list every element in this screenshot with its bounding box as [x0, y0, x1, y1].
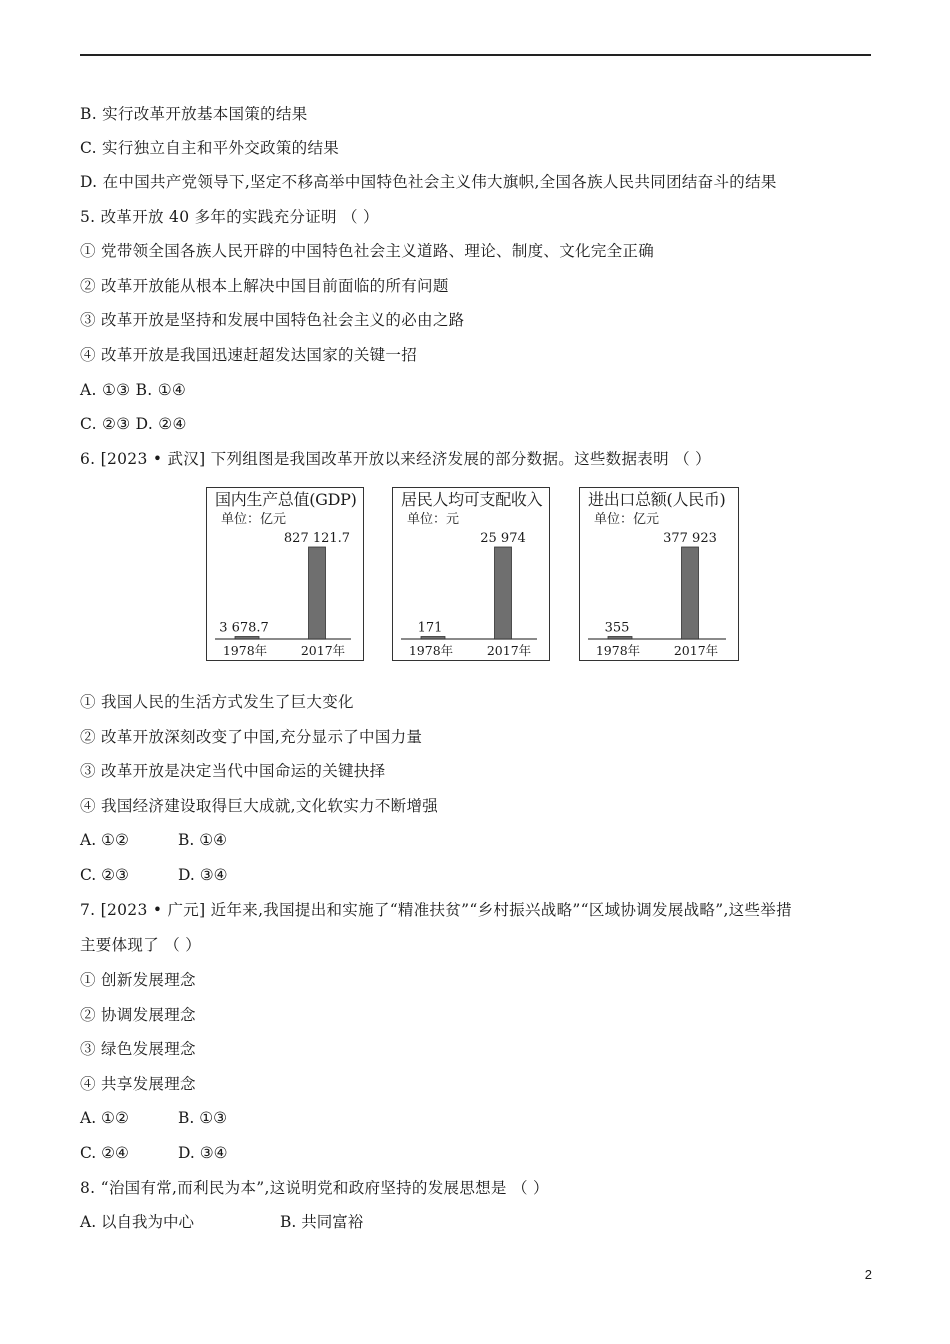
- chart-income: [392, 487, 550, 661]
- answer-option: A. ①②: [80, 831, 129, 849]
- tick-label: 2017年: [673, 643, 719, 658]
- text-line: C. ②③ D. ②④: [80, 415, 187, 433]
- text-line: C. 实行独立自主和平外交政策的结果: [80, 139, 340, 157]
- text-line: ④ 共享发展理念: [80, 1075, 196, 1093]
- text-line: ① 创新发展理念: [80, 971, 196, 989]
- chart-plot: [207, 488, 365, 662]
- text-line: ④ 改革开放是我国迅速赶超发达国家的关键一招: [80, 346, 418, 364]
- data-label: 377 923: [663, 531, 717, 546]
- bar: [309, 547, 326, 639]
- text-line: ② 协调发展理念: [80, 1006, 196, 1024]
- bar: [421, 637, 445, 640]
- chart-unit: 单位：元: [407, 512, 460, 527]
- answer-option: A. 以自我为中心: [80, 1213, 195, 1231]
- text-line: B. 实行改革开放基本国策的结果: [80, 105, 308, 123]
- tick-label: 1978年: [408, 643, 454, 658]
- answer-option: A. ①②: [80, 1109, 129, 1127]
- chart-title: 国内生产总值(GDP): [215, 490, 357, 509]
- text-line: ③ 改革开放是决定当代中国命运的关键抉择: [80, 762, 386, 780]
- tick-label: 2017年: [486, 643, 532, 658]
- bar: [495, 547, 512, 639]
- answer-option: D. ③④: [178, 866, 228, 884]
- chart-gdp: [206, 487, 364, 661]
- tick-label: 1978年: [595, 643, 641, 658]
- text-line: 6. [2023 • 武汉] 下列组图是我国改革开放以来经济发展的部分数据。这些数据表明 （ ）: [80, 450, 711, 468]
- text-line: 主要体现了 （ ）: [80, 936, 202, 954]
- text-line: ② 改革开放能从根本上解决中国目前面临的所有问题: [80, 277, 449, 295]
- chart-title: 居民人均可支配收入: [401, 490, 543, 509]
- data-label: 3 678.7: [219, 620, 269, 636]
- answer-option: B. 共同富裕: [280, 1213, 364, 1231]
- answer-option: C. ②④: [80, 1144, 129, 1162]
- text-line: ① 党带领全国各族人民开辟的中国特色社会主义道路、理论、制度、文化完全正确: [80, 242, 655, 260]
- bar: [682, 547, 699, 639]
- answer-option: C. ②③: [80, 866, 129, 884]
- text-line: ① 我国人民的生活方式发生了巨大变化: [80, 693, 354, 711]
- text-line: 8. “治国有常,而利民为本”,这说明党和政府坚持的发展思想是 （ ）: [80, 1179, 549, 1197]
- chart-unit: 单位：亿元: [594, 512, 660, 527]
- bar: [608, 637, 632, 640]
- chart-unit: 单位：亿元: [221, 512, 287, 527]
- answer-option: B. ①③: [178, 1109, 228, 1127]
- data-label: 827 121.7: [283, 531, 351, 546]
- text-line: D. 在中国共产党领导下,坚定不移高举中国特色社会主义伟大旗帜,全国各族人民共同团结奋斗的结果: [80, 173, 777, 191]
- tick-label: 2017年: [300, 643, 346, 658]
- text-line: ③ 改革开放是坚持和发展中国特色社会主义的必由之路: [80, 311, 465, 329]
- header-rule: [80, 54, 871, 56]
- data-label: 171: [417, 620, 443, 636]
- text-line: ④ 我国经济建设取得巨大成就,文化软实力不断增强: [80, 797, 439, 815]
- economic-data-charts: [206, 487, 740, 665]
- text-line: 5. 改革开放 40 多年的实践充分证明 （ ）: [80, 208, 379, 226]
- page-number: 2: [864, 1267, 872, 1282]
- data-label: 355: [604, 620, 630, 636]
- data-label: 25 974: [480, 531, 526, 546]
- chart-plot: [580, 488, 740, 662]
- bar: [235, 637, 259, 640]
- text-line: A. ①③ B. ①④: [80, 381, 187, 399]
- text-line: ② 改革开放深刻改变了中国,充分显示了中国力量: [80, 728, 423, 746]
- chart-trade: [579, 487, 739, 661]
- chart-title: 进出口总额(人民币): [588, 490, 726, 509]
- answer-option: B. ①④: [178, 831, 228, 849]
- chart-plot: [393, 488, 551, 662]
- tick-label: 1978年: [222, 643, 268, 658]
- answer-option: D. ③④: [178, 1144, 228, 1162]
- text-line: ③ 绿色发展理念: [80, 1040, 196, 1058]
- text-line: 7. [2023 • 广元] 近年来,我国提出和实施了“精准扶贫”“乡村振兴战略”“区域协调发展战略”,这些举措: [80, 901, 792, 919]
